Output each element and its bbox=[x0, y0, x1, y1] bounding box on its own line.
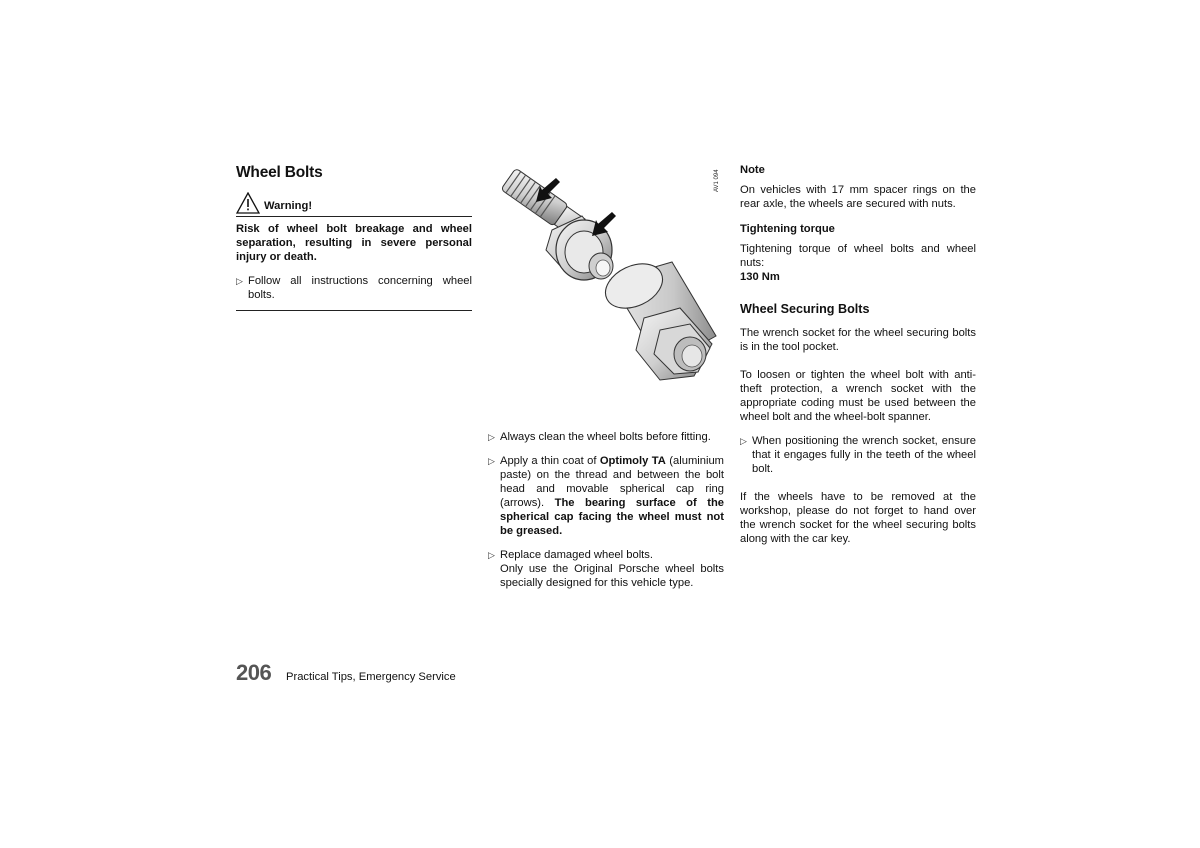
list-item: ▷ Always clean the wheel bolts before fitting. bbox=[488, 431, 711, 443]
page-number: 206 bbox=[236, 660, 272, 685]
securing-bolts-title: Wheel Securing Bolts bbox=[740, 302, 870, 316]
bullet-triangle-icon: ▷ bbox=[236, 276, 243, 286]
warning-label: Warning! bbox=[264, 200, 313, 212]
section-title: Wheel Bolts bbox=[236, 164, 323, 181]
bullet-triangle-icon: ▷ bbox=[488, 432, 495, 442]
torque-title: Tightening torque bbox=[740, 223, 835, 235]
middle-column bbox=[488, 430, 724, 600]
warning-header bbox=[236, 196, 472, 217]
list-item: ▷ Replace damaged wheel bolts. Only use the Original Porsche wheel bolts specially designed for this vehicle type. bbox=[488, 549, 724, 589]
torque-value: 130 Nm bbox=[740, 271, 780, 283]
instruction-bullet bbox=[236, 274, 472, 311]
grease-warning: The bearing surface of the spherical cap facing the wheel must not be greased. bbox=[500, 497, 724, 537]
warning-icon bbox=[236, 192, 260, 214]
list-item: ▷ Apply a thin coat of Optimoly TA (aluminium paste) on the thread and between the bolt head and movable spherical cap ring (arrows). The bearing surface of the spherical cap facing the wheel must not be greased. bbox=[488, 455, 724, 537]
right-column bbox=[740, 164, 976, 546]
torque-text: Tightening torque of wheel bolts and wheel nuts: bbox=[740, 243, 976, 269]
bullet-triangle-icon: ▷ bbox=[740, 436, 747, 446]
left-column bbox=[236, 164, 472, 311]
figure-code: AV1 094 bbox=[714, 169, 720, 192]
warning-text: Risk of wheel bolt breakage and wheel separation, resulting in severe personal injury or death. bbox=[236, 223, 472, 263]
wheel-bolt-illustration bbox=[484, 158, 732, 416]
paragraph: To loosen or tighten the wheel bolt with anti-theft protection, a wrench socket with the appropriate coding must be used between the wheel bolt and the wheel-bolt spanner. bbox=[740, 369, 976, 423]
bullet-triangle-icon: ▷ bbox=[488, 456, 495, 466]
wrench-socket bbox=[598, 255, 716, 380]
paragraph: If the wheels have to be removed at the workshop, please do not forget to hand over the wrench socket for the wheel securing bolts along with the car key. bbox=[740, 491, 976, 545]
note-title: Note bbox=[740, 164, 765, 176]
note-text: On vehicles with 17 mm spacer rings on the rear axle, the wheels are secured with nuts. bbox=[740, 184, 976, 210]
section-name: Practical Tips, Emergency Service bbox=[286, 671, 456, 683]
instruction-text: Follow all instructions concerning wheel bolts. bbox=[248, 275, 472, 301]
bullet-triangle-icon: ▷ bbox=[488, 550, 495, 560]
list-item: ▷ When positioning the wrench socket, ensure that it engages fully in the teeth of the wheel bolt. bbox=[740, 435, 976, 475]
paragraph: The wrench socket for the wheel securing bolts is in the tool pocket. bbox=[740, 327, 976, 353]
